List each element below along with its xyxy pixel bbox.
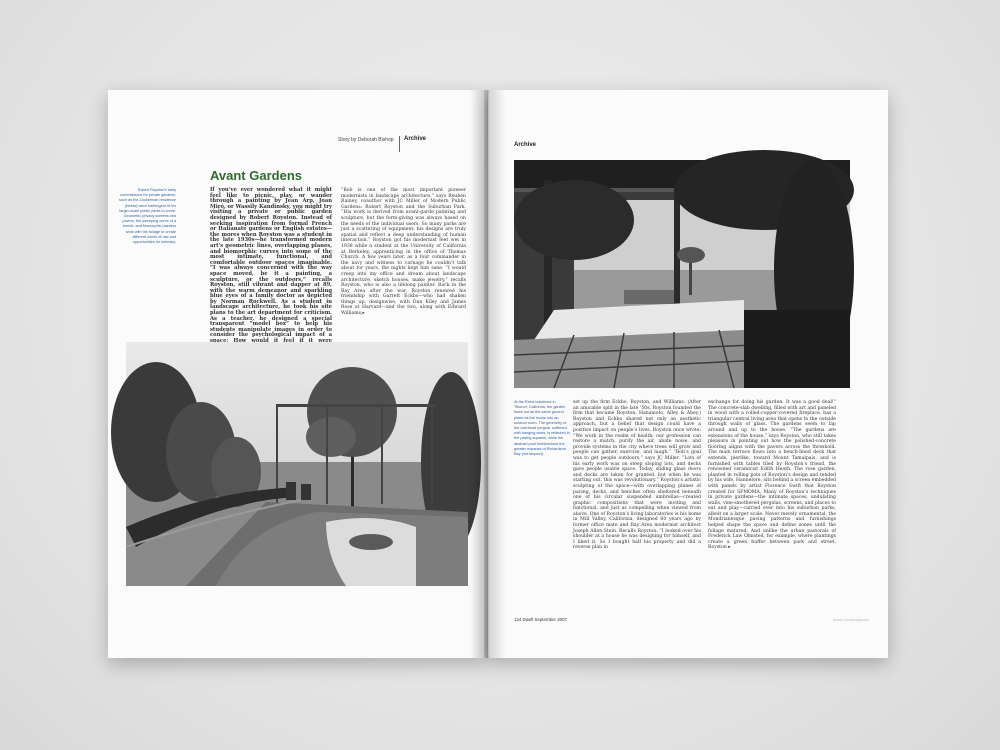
body-column-4: exchange for doing his garden. It was a good deal!” The concrete-slab dwelling, filled with art and paneled in wood with a rolled-copper-covered fireplace, has a triangular central living area that opens to the outside through walls of glass. The gardens seem to lap around and up to the house. “The gardens are extensions of the house,” says Royston, who still takes pleasure in pointing out how the polished-concrete flooring aligns with the pavers across the threshold. The main terrace flows into a bench-lined deck that extends, pierlike, toward Mount Tamalpais, and is furnished with tables tiled by Royston’s friend, the renowned ceramicist Edith Heath. The rose garden, planted in rolling pots of Royston’s design and tended by his wife, Hannelore, sits behind a screen embedded with panels by artist Florence Swift that Royston created for SFMOMA. Many of Royston’s techniques in private gardens—the intimate spaces, undulating walls, vine-smothered pergolas, screens, and places to eat and play—carried over into his suburban parks, albeit on a larger scale. Never merely ornamental, the Mondrianesque paving patterns and furnishings helped shape the space and define zones until the foliage matured. And unlike the urban pastorals of Frederick Law Olmsted, for example, where plantings create a green buffer between park and street, Royston ▸ — [708, 400, 836, 551]
section-label: Archive — [399, 136, 426, 152]
watermark-text: dwell.com/magazine — [833, 617, 870, 622]
article-title: Avant Gardens — [210, 168, 302, 183]
byline: Story by Deborah Bishop — [338, 137, 394, 143]
body-column-1 — [210, 187, 332, 339]
section-label: Archive — [514, 142, 537, 148]
body-column-3: set up the firm Eckbo, Royston, and Williams. (After an amicable split in the late ’50s, Royston founded the firm that became Royston, Hanamoto, Alley & Abey.) Royston and Eckbo shared not only an aesthetic approach, but a belief that design could have a positive impact on people’s lives. Royston once wrote: “We work in the realm of health; our profession can restore a match, purify the air, abate noise, and provide systems in the city where trees will grow and people can gather, exercise, and laugh.” “Bob’s goal was to get people outdoors,” says JC Miller. “Lots of his early work was on steep sloping lots, and decks gave people usable space. Today, sliding glass doors and decks are taken for granted, but when he was starting out, this was revolutionary.” Royston’s artistic sculpting of the space—with overlapping planes of paving, decks, and benches often sheltered beneath one of his circular suspended umbrellas—created graphic compositions that were inviting and functional, and just as compelling when viewed from above. One of Royston’s living laboratories is his home in Mill Valley, California, designed 60 years ago by former office mate and Bay Area modernist architect Joseph Allen Stein. Recalls Royston: “I looked over his shoulder at a house he was designing for himself, and I liked it. So I bought half his property and did a reverse plan in — [573, 400, 701, 551]
garden-photo — [126, 342, 468, 586]
photo-caption: At the Reed residence in Tiburon, California, the garden flows out as the same ground plane as the house into an outdoor room. The geometry of the overhead pergola, softened with hanging vines, is reflected in the paving squares, while the abstract pool foreshadows the greater expanse of Richardson Bay (not beyond). — [514, 400, 570, 457]
side-caption: Robert Royston's early commissions for private gardens, such as the Zuckerman residence (below) were harbingers of his larger-scale public parks to come. Geometric privacy screens and pavers, the sweeping curve of a bench, and biomorphic planters work with the foliage to create different zones of use and opportunities for intimacy. — [119, 188, 176, 245]
body-column-2: “Bob is one of the most important pioneer modernists in landscape architecture,” says Reuben Rainey, coauthor with JC Miller of Modern Public Gardens: Robert Royston and the Suburban Park. “His work is derived from avant-garde painting and sculpture, but the form-giving was always based on the needs of the individual users. So many parks are just a scattering of equipment; his designs are truly spatial and reflect a deep understanding of human interaction.” Royston got his modernist feet wet in 1938 while a student at the University of California at Berkeley, apprenticing in the office of Thomas Church. A few years later, as a four commander in the navy and witness to carnage he couldn’t talk about for years, the nights kept him sane. “I would creep into my office and dream about landscape architecture, sketch houses, make jewelry,” recalls Royston, who is also a lifelong painter. Back in the Bay Area after the war, Royston renewed his friendship with Garrett Eckbo—who had shaken things up, designwise, with Dan Kiley and James Rose at Harvard—and the two, along with Edward Williams,▸ — [341, 188, 466, 317]
page-folio: 124 Dwell September 2007 — [514, 617, 567, 622]
left-page — [108, 90, 485, 658]
body-text: If you’ve ever wondered what it might feel like to picnic, play, or wander through a painting by Jean Arp, Joan Miró, or Wassily Kandinsky, you might try visiting a private or public garden designed by Robert Royston. Instead of seeking inspiration from formal French or Italianate gardens or English estates—the mores when Royston was a student in the late 1930s—he transformed modern art’s geometric lines, overlapping planes, and biomorphic curves into some of the most intimate, functional, and comfortable outdoor spaces imaginable. “I was always concerned with the way space moved, be it a painting, a sculpture, or the outdoors,” recalls Royston, still vibrant and dapper at 89, with the warm demeanor and sparkling blue eyes of a family doctor as depicted by Norman Rockwell. As a student in landscape architecture, he took his site plans to the art department for criticism. As a teacher, he designed a special transparent “model box” to help his students manipulate images in order to consider the psychological impact of a — [210, 187, 332, 339]
right-page — [488, 90, 888, 658]
pool-photo — [514, 160, 850, 388]
